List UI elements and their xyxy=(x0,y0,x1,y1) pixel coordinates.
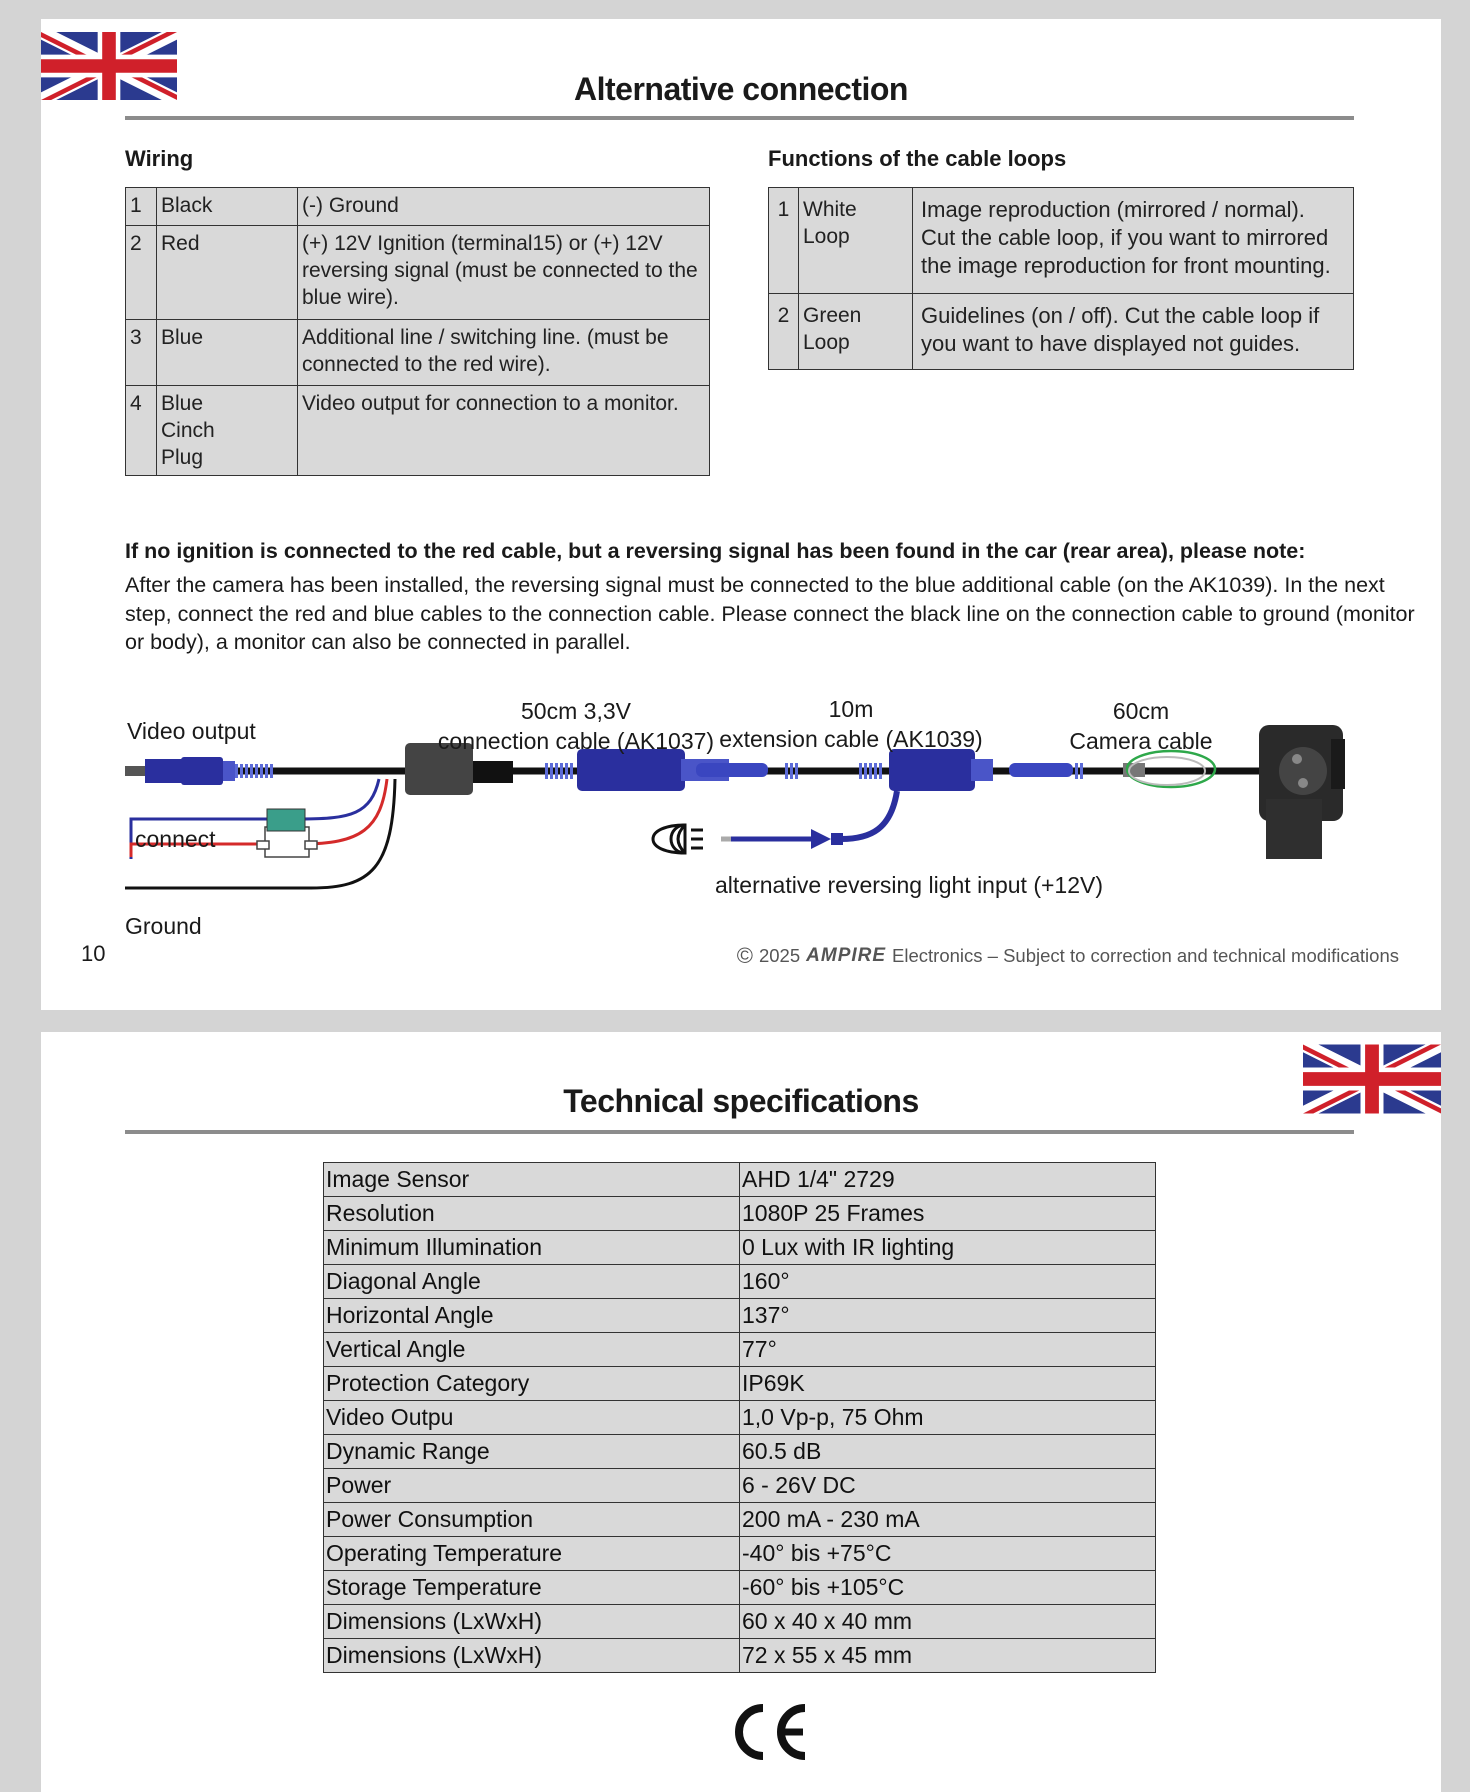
table-row xyxy=(126,226,710,320)
table-row xyxy=(769,188,1354,294)
headlight-icon xyxy=(653,825,703,853)
manual-page-11 xyxy=(41,1032,1441,1792)
spec-label: Vertical Angle xyxy=(324,1333,740,1367)
spec-value: AHD 1/4" 2729 xyxy=(740,1163,1156,1197)
loop-name-text: Green Loop xyxy=(803,304,862,354)
spec-value: 60.5 dB xyxy=(740,1435,1156,1469)
note-heading: If no ignition is connected to the red cable, but a reversing signal has been found in the car (rear area), please note: xyxy=(125,539,1306,563)
spec-value: 0 Lux with IR lighting xyxy=(740,1231,1156,1265)
connection-cable-length: 50cm 3,3V xyxy=(521,698,631,724)
table-row xyxy=(324,1435,1156,1469)
loop-desc: Image reproduction (mirrored / normal). Cut the cable loop, if you want to mirrored the image reproduction for front mounting. xyxy=(913,188,1354,294)
table-row xyxy=(324,1333,1156,1367)
note-text: After the camera has been installed, the reversing signal must be connected to the blue additional cable (on the AK1039). In the next step, connect the red and blue cables to the connection cable. Please connect the black line on the connection cable to ground (monitor or body), a monitor can also be connected in parallel. xyxy=(125,573,1415,654)
spec-label: Dynamic Range xyxy=(324,1435,740,1469)
extension-cable-name: extension cable (AK1039) xyxy=(719,726,983,752)
table-row xyxy=(324,1401,1156,1435)
spec-label: Operating Temperature xyxy=(324,1537,740,1571)
spec-label: Dimensions (LxWxH) xyxy=(324,1605,740,1639)
table-row xyxy=(324,1639,1156,1673)
wiring-color xyxy=(157,386,298,476)
copyright-icon: © xyxy=(736,943,753,968)
spec-label: Power Consumption xyxy=(324,1503,740,1537)
spec-label: Power xyxy=(324,1469,740,1503)
wiring-num: 2 xyxy=(126,226,157,320)
table-row xyxy=(324,1367,1156,1401)
spec-value: 72 x 55 x 45 mm xyxy=(740,1639,1156,1673)
wiring-diagram xyxy=(41,679,1441,939)
spec-value: 160° xyxy=(740,1265,1156,1299)
wiring-color: Blue xyxy=(157,320,298,386)
spec-label: Image Sensor xyxy=(324,1163,740,1197)
title-rule xyxy=(125,116,1354,120)
loop-name xyxy=(799,294,913,370)
title-rule xyxy=(125,1130,1354,1134)
table-row xyxy=(324,1469,1156,1503)
cinch-plug xyxy=(125,757,273,785)
page-number: 10 xyxy=(81,941,106,966)
extension-cable-length: 10m xyxy=(828,696,874,722)
table-row xyxy=(324,1605,1156,1639)
spec-value: 6 - 26V DC xyxy=(740,1469,1156,1503)
spec-label: Protection Category xyxy=(324,1367,740,1401)
table-row xyxy=(126,386,710,476)
spec-label: Diagonal Angle xyxy=(324,1265,740,1299)
loop-num: 1 xyxy=(769,188,799,294)
wiring-desc: Additional line / switching line. (must be connected to the red wire). xyxy=(298,320,710,386)
spec-value: -60° bis +105°C xyxy=(740,1571,1156,1605)
camera-cable-name: Camera cable xyxy=(1069,728,1213,754)
spec-value: IP69K xyxy=(740,1367,1156,1401)
table-row xyxy=(324,1503,1156,1537)
table-row xyxy=(324,1537,1156,1571)
page-title: Alternative connection xyxy=(574,71,908,107)
loops-heading: Functions of the cable loops xyxy=(768,146,1067,171)
page-title: Technical specifications xyxy=(563,1083,919,1119)
wiring-desc: Video output for connection to a monitor. xyxy=(298,386,710,476)
video-output-label: Video output xyxy=(127,718,256,744)
spec-value: 137° xyxy=(740,1299,1156,1333)
ground-label: Ground xyxy=(125,913,202,939)
spec-label: Dimensions (LxWxH) xyxy=(324,1639,740,1673)
wiring-color-text: Blue Cinch Plug xyxy=(161,392,215,469)
specs-table xyxy=(323,1162,1156,1673)
connection-cable-name: connection cable (AK1037) xyxy=(437,728,715,754)
table-row xyxy=(324,1231,1156,1265)
manual-page-10 xyxy=(41,19,1441,1010)
table-row xyxy=(126,320,710,386)
wiring-table xyxy=(125,187,710,476)
spec-value: 200 mA - 230 mA xyxy=(740,1503,1156,1537)
camera-icon xyxy=(1259,725,1345,859)
spec-value: 60 x 40 x 40 mm xyxy=(740,1605,1156,1639)
wiring-color: Black xyxy=(157,188,298,226)
brand-logo: AMPIRE xyxy=(806,945,887,966)
ce-mark-icon xyxy=(729,1702,811,1762)
table-row xyxy=(324,1265,1156,1299)
fuse-icon xyxy=(257,809,317,857)
table-row xyxy=(324,1197,1156,1231)
spec-label: Video Outpu xyxy=(324,1401,740,1435)
wiring-desc: (+) 12V Ignition (terminal15) or (+) 12V reversing signal (must be connected to the blue wire). xyxy=(298,226,710,320)
reversing-input-label: alternative reversing light input (+12V) xyxy=(715,872,1104,898)
loop-desc: Guidelines (on / off). Cut the cable loop if you want to have displayed not guides. xyxy=(913,294,1354,370)
footer xyxy=(737,943,1399,969)
table-row xyxy=(324,1299,1156,1333)
table-row xyxy=(324,1163,1156,1197)
camera-cable-label xyxy=(1041,696,1241,756)
footer-year: 2025 xyxy=(758,945,801,966)
spec-label: Minimum Illumination xyxy=(324,1231,740,1265)
spec-label: Horizontal Angle xyxy=(324,1299,740,1333)
spec-value: 1080P 25 Frames xyxy=(740,1197,1156,1231)
spec-value: 77° xyxy=(740,1333,1156,1367)
loop-num: 2 xyxy=(769,294,799,370)
connect-label: connect xyxy=(135,826,216,852)
connection-cable-label xyxy=(401,696,751,756)
wiring-num: 1 xyxy=(126,188,157,226)
table-row xyxy=(324,1571,1156,1605)
spec-label: Storage Temperature xyxy=(324,1571,740,1605)
spec-value: 1,0 Vp-p, 75 Ohm xyxy=(740,1401,1156,1435)
extension-cable-label xyxy=(701,694,1001,754)
footer-text: Electronics – Subject to correction and technical modifications xyxy=(892,945,1399,966)
camera-cable-length: 60cm xyxy=(1112,698,1170,724)
table-row xyxy=(769,294,1354,370)
spec-label: Resolution xyxy=(324,1197,740,1231)
spec-value: -40° bis +75°C xyxy=(740,1537,1156,1571)
wiring-num: 4 xyxy=(126,386,157,476)
table-row xyxy=(126,188,710,226)
wiring-num: 3 xyxy=(126,320,157,386)
wiring-color: Red xyxy=(157,226,298,320)
loops-table xyxy=(768,187,1354,370)
loop-name: White Loop xyxy=(799,188,913,294)
wiring-desc: (-) Ground xyxy=(298,188,710,226)
wiring-heading: Wiring xyxy=(125,146,194,171)
